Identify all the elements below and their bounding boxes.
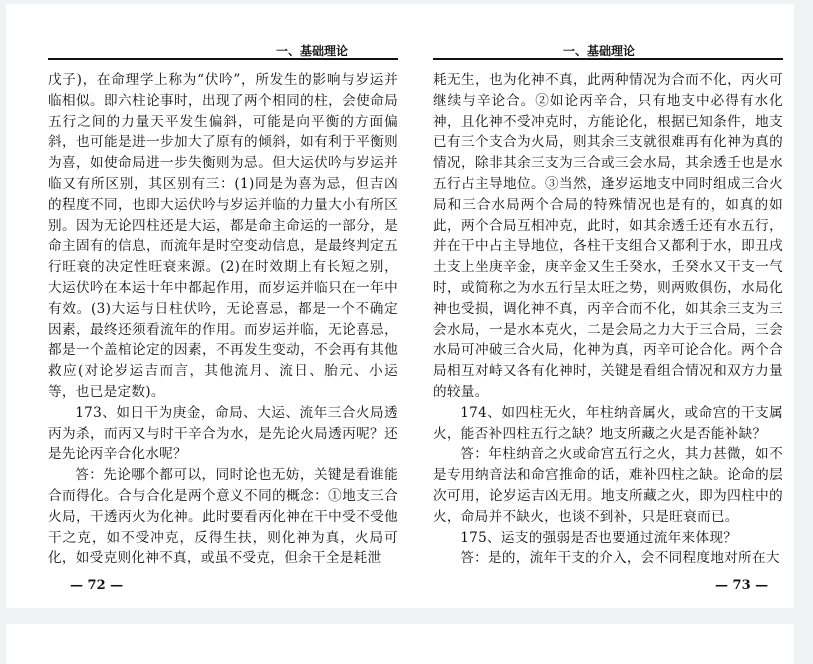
paragraph: 耗无生，也为化神不真，此两种情况为合而不化，丙火可继续与辛论合。②如论丙辛合，只有地支中必得有水化神，且化神不受冲克时，方能论化，根据已知条件，地支已有三个支合为火局，则其余三支就很难再有化神为真的情况，除非其余三支为三合或三会水局，其余透壬也是水五行占主导地位。③当然，逢岁运地支中同时组成三合火局和三合水局两个合局的特殊情况也是有的，如真的如此，两个合局互相冲克，此时，如其余透壬还有水五行，并在干中占主导地位，各柱干支组合又都利于水，即丑戌土支上坐庚辛金，庚辛金又生壬癸水，壬癸水又干支一气时，或简称之为水五行呈太旺之势，则两败俱伤，水局化神也受损，调化神不真，丙辛合而不化，如其余三支为三会水局，一是水本克火，二是会局之力大于三合局，三会水局可冲破三合火局，化神为真，丙辛可论合化。两个合局相互对峙又各有化神时，关键是看组合情况和双方力量的较量。 — [433, 72, 783, 400]
header-rule — [48, 58, 398, 60]
right-page — [433, 4, 783, 604]
page-number: — 73 — — [715, 578, 769, 593]
page-body — [433, 70, 783, 569]
running-header: 一、基础理论 — [275, 44, 348, 58]
question-173: 173、如日干为庚金，命局、大运、流年三合火局透丙为杀，而丙又与时干辛合为水，是先论火局透丙呢？还是先论丙辛合化水呢？ — [48, 404, 398, 463]
answer-175: 答：是的，流年干支的介入，会不同程度地对所在大 — [460, 550, 780, 567]
question-174: 174、如四柱无火，年柱纳音属火，或命宫的干支属火，能否补四柱五行之缺？地支所藏之火是否能补缺？ — [433, 404, 783, 442]
next-sheet-edge — [6, 624, 794, 664]
question-175: 175、运支的强弱是否也要通过流年来体现？ — [460, 529, 738, 546]
answer-173: 答：先论哪个都可以，同时论也无妨，关键是看谁能合而得化。合与合化是两个意义不同的概念：①地支三合火局，干透丙火为化神。此时要看丙化神在干中受不受他干之克，如不受冲克，反得生扶，则化神为真，火局可化，如受克则化神不真，或虽不受克，但余干全是耗泄 — [48, 467, 398, 567]
header-rule — [433, 58, 783, 60]
book-spread — [6, 4, 794, 608]
paragraph: 戊子)，在命理学上称为“伏吟”，所发生的影响与岁运并临相似。即六柱论事时，出现了两个相同的柱，会使命局五行之间的力量天平发生偏斜，可能是向平衡的方面偏斜，也可能是进一步加大了原有的倾斜，如有利于平衡则为喜，如使命局进一步失衡则为忌。但大运伏吟与岁运并临又有所区别，其区别有三：(1)同是为喜为忌，但吉凶的程度不同，也即大运伏吟与岁运并临的力量大小有所区别。因为无论四柱还是大运，都是命主命运的一部分，是命主固有的信息，而流年是时空变动信息，是最终判定五行旺衰的决定性旺衰来源。(2)在时效期上有长短之别，大运伏吟在本运十年中都起作用，而岁运并临只在一年中有效。(3)大运与日柱伏吟，无论喜忌，都是一个不确定因素，最终还须看流年的作用。而岁运并临，无论喜忌，都是一个盖棺论定的因素，不再发生变动，不会再有其他救应(对论岁运吉而言，其他流月、流日、胎元、小运等，也已是定数)。 — [48, 72, 398, 400]
page-body — [48, 70, 398, 569]
page-number: — 72 — — [70, 578, 124, 593]
left-page — [48, 4, 398, 604]
answer-174: 答：年柱纳音之火或命宫五行之火，其力甚微，如不是专用纳音法和命宫推命的话，难补四柱之缺。论命的层次可用，论岁运吉凶无用。地支所藏之火，即为四柱中的火，命局并不缺火，也谈不到补，只是旺衰而已。 — [433, 446, 783, 525]
running-header: 一、基础理论 — [563, 44, 636, 58]
